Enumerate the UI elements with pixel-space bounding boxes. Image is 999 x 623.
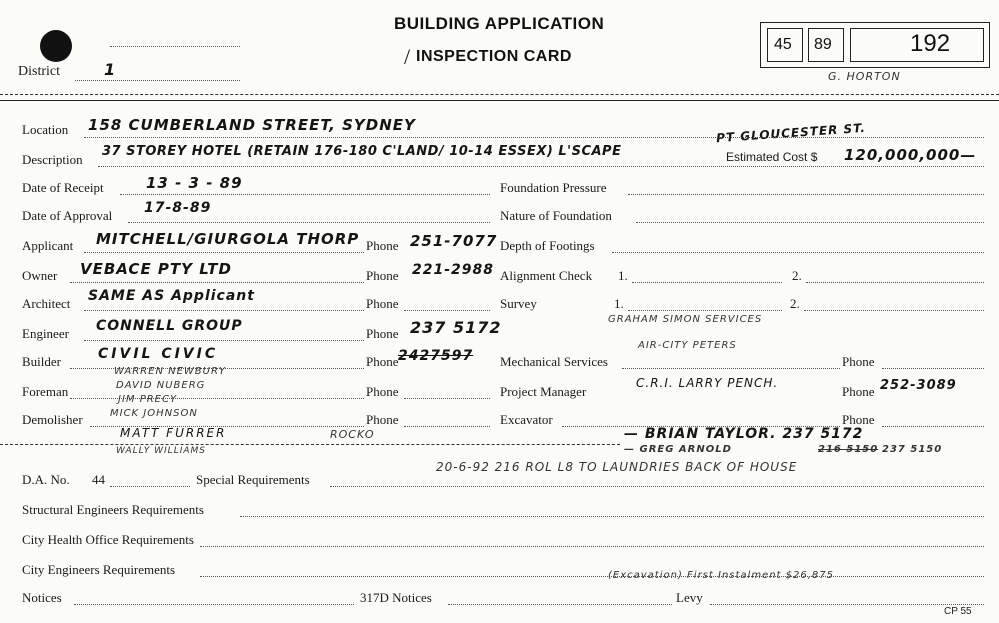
nature-foundation-dots [636, 222, 984, 223]
punch-hole [40, 30, 72, 62]
location-label: Location [22, 122, 69, 137]
mechanical-dots [622, 368, 840, 369]
builder-value: CIVIL CIVIC [98, 346, 219, 362]
architect-phone-label: Phone [366, 296, 399, 311]
health-dots [200, 546, 984, 547]
city-eng-label: City Engineers Requirements [22, 562, 176, 577]
engineer-note: GRAHAM SIMON SERVICES [608, 314, 763, 325]
extra-phone-new: 237 5150 [882, 444, 943, 455]
description-dots [98, 166, 984, 167]
title-slash: / [404, 44, 411, 69]
owner-phone: 221-2988 [412, 262, 494, 278]
engineer-value: CONNELL GROUP [96, 318, 243, 334]
excavator-phone-label: Phone [842, 412, 875, 427]
description-label: Description [22, 152, 83, 167]
builder-phone: 2427597 [398, 348, 474, 364]
receipt-dots [120, 194, 490, 195]
card-number-c: 192 [910, 30, 951, 57]
foundation-pressure-dots [628, 194, 984, 195]
owner-dots [70, 282, 364, 283]
receipt-label: Date of Receipt [22, 180, 104, 195]
excavator-phone-dots [882, 426, 984, 427]
health-label: City Health Office Requirements [22, 532, 194, 547]
cost-value: 120,000,000— [844, 146, 977, 164]
card-number-a: 45 [774, 36, 792, 53]
notices-317-dots [448, 604, 672, 605]
levy-label: Levy [676, 590, 703, 605]
foreman-value-1: WARREN NEWBURY [114, 366, 227, 377]
applicant-dots [84, 252, 364, 253]
approval-dots [128, 222, 490, 223]
demolisher-value-2: MICK JOHNSON [110, 408, 198, 419]
da-label: D.A. No. [22, 472, 70, 487]
card-title-line2: INSPECTION CARD [416, 48, 572, 65]
builder-phone-label: Phone [366, 354, 399, 369]
cost-label: Estimated Cost $ [726, 150, 818, 164]
mechanical-value: AIR-CITY PETERS [638, 340, 737, 351]
notices-label: Notices [22, 590, 62, 605]
depth-label: Depth of Footings [500, 238, 595, 253]
nature-foundation-label: Nature of Foundation [500, 208, 612, 223]
survey-one: 1. [614, 296, 624, 311]
approval-value: 17-8-89 [144, 200, 212, 216]
city-eng-dots [200, 576, 984, 577]
mechanical-phone-dots [882, 368, 984, 369]
project-manager-phone: 252-3089 [880, 378, 957, 393]
structural-dots [240, 516, 984, 517]
applicant-phone-label: Phone [366, 238, 399, 253]
extra-name-1: MATT FURRER [120, 426, 227, 440]
survey-two: 2. [790, 296, 800, 311]
owner-phone-label: Phone [366, 268, 399, 283]
mechanical-label: Mechanical Services [500, 354, 608, 369]
extra-name-2: ROCKO [330, 428, 375, 441]
da-dots [110, 486, 190, 487]
foreman-value-2: DAVID NUBERG [116, 380, 206, 391]
demolisher-value-1: JIM PRECY [118, 394, 178, 405]
survey-label: Survey [500, 296, 537, 311]
project-manager-label: Project Manager [500, 384, 587, 399]
architect-phone-dots [404, 310, 490, 311]
applicant-value: MITCHELL/GIURGOLA THORP [96, 230, 360, 248]
engineer-phone-label: Phone [366, 326, 399, 341]
extra-name-3: — BRIAN TAYLOR. 237 5172 [624, 426, 864, 442]
architect-label: Architect [22, 296, 71, 311]
district-label: District [18, 64, 60, 79]
location-extra: PT GLOUCESTER ST. [715, 120, 867, 146]
header-dots-top [110, 46, 240, 47]
applicant-phone: 251-7077 [410, 232, 498, 250]
extra-phone-old: 216 5150 [818, 444, 879, 455]
extra-name-4: WALLY WILLIAMS [116, 446, 207, 456]
special-label: Special Requirements [196, 472, 310, 487]
foreman-phone-label: Phone [366, 384, 399, 399]
survey-dots-1 [628, 310, 782, 311]
header-divider [0, 94, 999, 95]
card-number-b: 89 [814, 36, 832, 53]
location-value: 158 CUMBERLAND STREET, SYDNEY [88, 116, 416, 134]
foreman-phone-dots [404, 398, 490, 399]
notices-317-label: 317D Notices [360, 590, 432, 605]
project-manager-value: C.R.I. LARRY PENCH. [636, 376, 779, 390]
depth-dots [612, 252, 984, 253]
district-value: 1 [104, 60, 117, 79]
foreman-label: Foreman [22, 384, 69, 399]
structural-label: Structural Engineers Requirements [22, 502, 204, 517]
location-dots [84, 137, 984, 138]
demolisher-phone-dots [404, 426, 490, 427]
form-code: CP 55 [944, 606, 972, 617]
excavator-label: Excavator [500, 412, 553, 427]
body-divider [0, 444, 620, 445]
mechanical-phone-label: Phone [842, 354, 875, 369]
survey-dots-2 [804, 310, 984, 311]
inspector-initials: G. HORTON [828, 70, 901, 83]
excavation-note: (Excavation) First Instalment $26,875 [608, 570, 835, 581]
owner-value: VEBACE PTY LTD [80, 260, 232, 278]
alignment-one: 1. [618, 268, 628, 283]
foreman-dots [70, 398, 364, 399]
architect-dots [84, 310, 364, 311]
alignment-two: 2. [792, 268, 802, 283]
approval-label: Date of Approval [22, 208, 113, 223]
owner-label: Owner [22, 268, 58, 283]
special-value: 20-6-92 216 ROL L8 TO LAUNDRIES BACK OF HOUSE [436, 460, 798, 474]
notices-dots [74, 604, 354, 605]
description-value: 37 STOREY HOTEL (RETAIN 176-180 C'LAND/ 10-14 ESSEX) L'SCAPE [102, 144, 622, 159]
alignment-dots-2 [806, 282, 984, 283]
engineer-phone: 237 5172 [410, 318, 502, 337]
engineer-label: Engineer [22, 326, 69, 341]
demolisher-label: Demolisher [22, 412, 83, 427]
header-divider-2 [0, 100, 999, 101]
builder-label: Builder [22, 354, 61, 369]
receipt-value: 13 - 3 - 89 [146, 174, 243, 192]
alignment-dots-1 [632, 282, 782, 283]
engineer-dots [84, 340, 364, 341]
demolisher-phone-label: Phone [366, 412, 399, 427]
project-manager-phone-label: Phone [842, 384, 875, 399]
foundation-pressure-label: Foundation Pressure [500, 180, 607, 195]
district-dots [75, 80, 240, 81]
applicant-label: Applicant [22, 238, 74, 253]
card-title-line1: BUILDING APPLICATION [394, 14, 605, 33]
alignment-label: Alignment Check [500, 268, 593, 283]
architect-value: SAME AS Applicant [88, 288, 255, 304]
da-value: 44 [92, 472, 105, 487]
extra-name-5: — GREG ARNOLD [624, 444, 732, 455]
special-dots [330, 486, 984, 487]
levy-dots [710, 604, 984, 605]
